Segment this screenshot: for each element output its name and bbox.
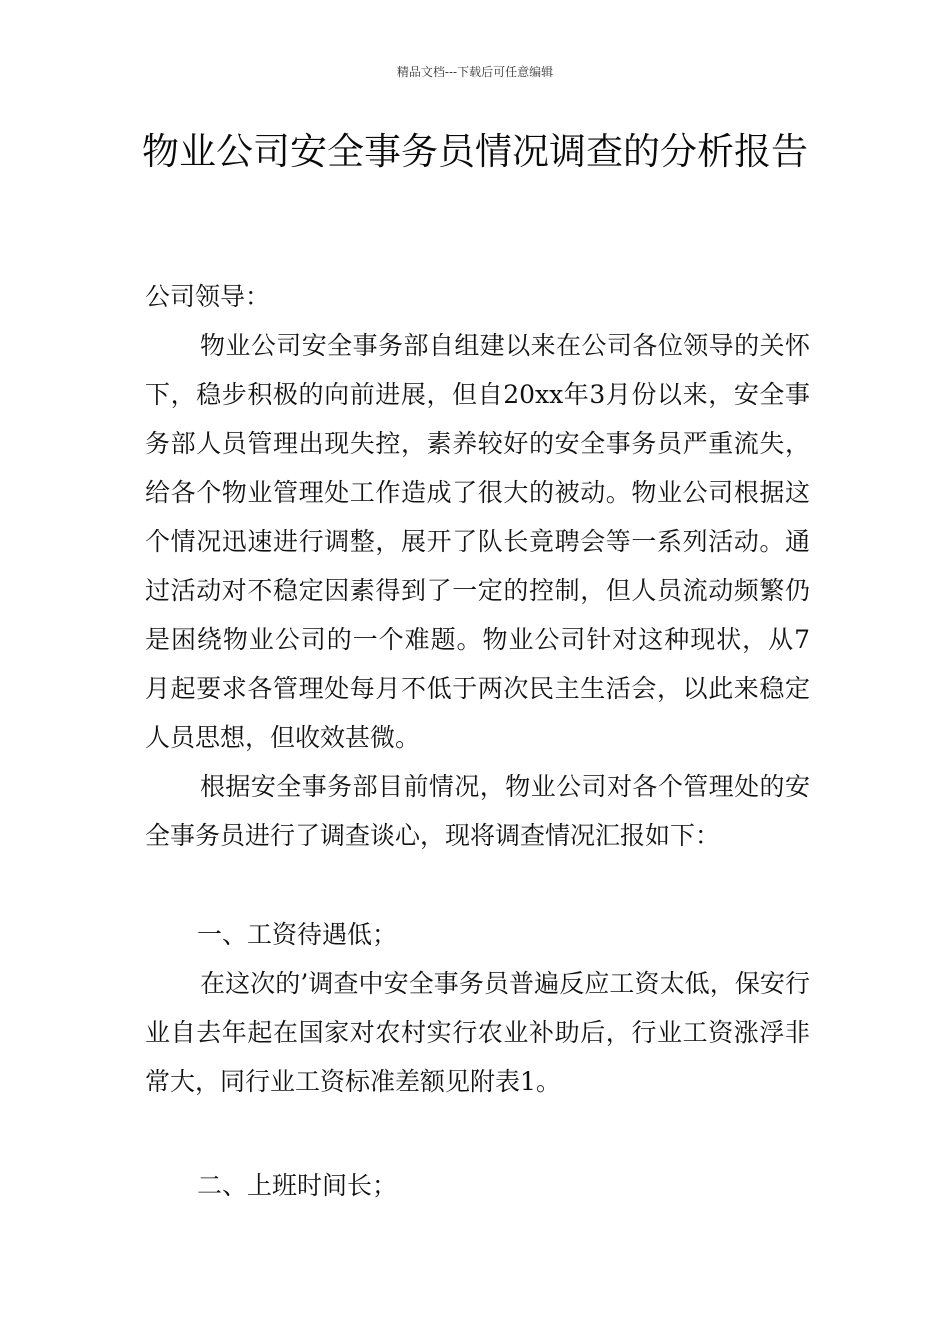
spacer [145,860,810,910]
header-note: 精品文档---下载后可任意编辑 [396,65,554,79]
spacer [145,1106,810,1161]
section-heading-2: 二、上班时间长； [197,1171,398,1200]
document-title: 物业公司安全事务员情况调查的分析报告 [142,130,808,173]
paragraph-intro: 物业公司安全事务部自组建以来在公司各位领导的关怀下，稳步积极的向前进展，但自20xx年3月份以来，安全事务部人员管理出现失控，素养较好的安全事务员严重流失，给各个物业管理处工作造成了很大的被动。物业公司根据这个情况迅速进行调整，展开了队长竟聘会等一系列活动。通过活动对不稳定因素得到了一定的控制，但人员流动频繁仍是困绕物业公司的一个难题。物业公司针对这种现状，从7月起要求各管理处每月不低于两次民主生活会，以此来稳定人员思想，但收效甚微。 [145,331,810,752]
document-body [145,272,810,1210]
salutation: 公司领导： [145,282,271,311]
paragraph-survey: 根据安全事务部目前情况，物业公司对各个管理处的安全事务员进行了调查谈心，现将调查情况汇报如下： [145,772,810,850]
section-text-1: 在这次的’调查中安全事务员普遍反应工资太低，保安行业自去年起在国家对农村实行农业补助后，行业工资涨浮非常大，同行业工资标准差额见附表1。 [145,969,810,1096]
section-heading-1: 一、工资待遇低； [197,920,398,949]
